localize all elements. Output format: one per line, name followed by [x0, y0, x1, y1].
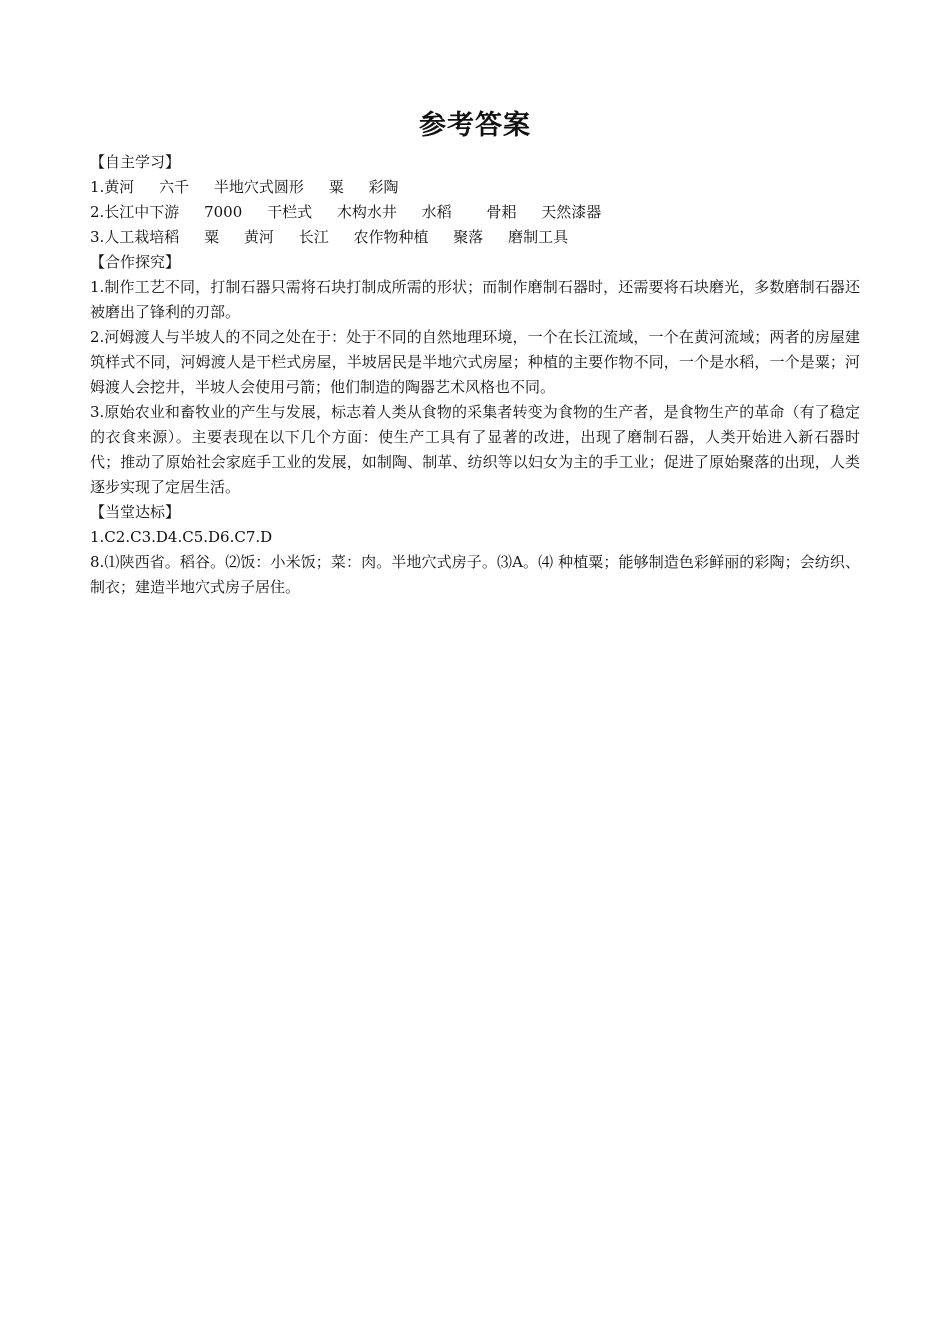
section-heading-in-class-practice: 【当堂达标】 — [90, 503, 181, 521]
practice-question-8-answer: 8.⑴陕西省。稻谷。⑵饭：小米饭；菜：肉。半地穴式房子。⑶A。⑷ 种植粟；能够制造色彩鲜丽的彩陶；会纺织、制衣；建造半地穴式房子居住。 — [90, 553, 860, 596]
inquiry-answer-2: 2.河姆渡人与半坡人的不同之处在于：处于不同的自然地理环境，一个在长江流域，一个在黄河流域；两者的房屋建筑样式不同，河姆渡人是干栏式房屋，半坡居民是半地穴式房屋；种植的主要作物不同，一个是水稻，一个是粟；河姆渡人会挖井，半坡人会使用弓箭；他们制造的陶器艺术风格也不同。 — [90, 328, 860, 396]
self-study-item-3: 3.人工栽培稻 粟 黄河 长江 农作物种植 聚落 磨制工具 — [90, 228, 569, 246]
inquiry-answer-1: 1.制作工艺不同，打制石器只需将石块打制成所需的形状；而制作磨制石器时，还需要将石块磨光，多数磨制石器还被磨出了锋利的刃部。 — [90, 278, 860, 321]
self-study-item-2: 2.长江中下游 7000 干栏式 木构水井 水稻 骨耜 天然漆器 — [90, 203, 602, 221]
practice-choice-answers: 1.C2.C3.D4.C5.D6.C7.D — [90, 528, 273, 546]
section-heading-self-study: 【自主学习】 — [90, 153, 181, 171]
inquiry-answer-3: 3.原始农业和畜牧业的产生与发展，标志着人类从食物的采集者转变为食物的生产者，是食物生产的革命（有了稳定的衣食来源）。主要表现在以下几个方面：使生产工具有了显著的改进，出现了磨制石器，人类开始进入新石器时代；推动了原始社会家庭手工业的发展，如制陶、制革、纺织等以妇女为主的手工业；促进了原始聚落的出现，人类逐步实现了定居生活。 — [90, 403, 860, 496]
answer-content — [90, 150, 860, 600]
page-title: 参考答案 — [419, 110, 531, 141]
self-study-item-1: 1.黄河 六千 半地穴式圆形 粟 彩陶 — [90, 178, 399, 196]
section-heading-cooperative-inquiry: 【合作探究】 — [90, 253, 181, 271]
